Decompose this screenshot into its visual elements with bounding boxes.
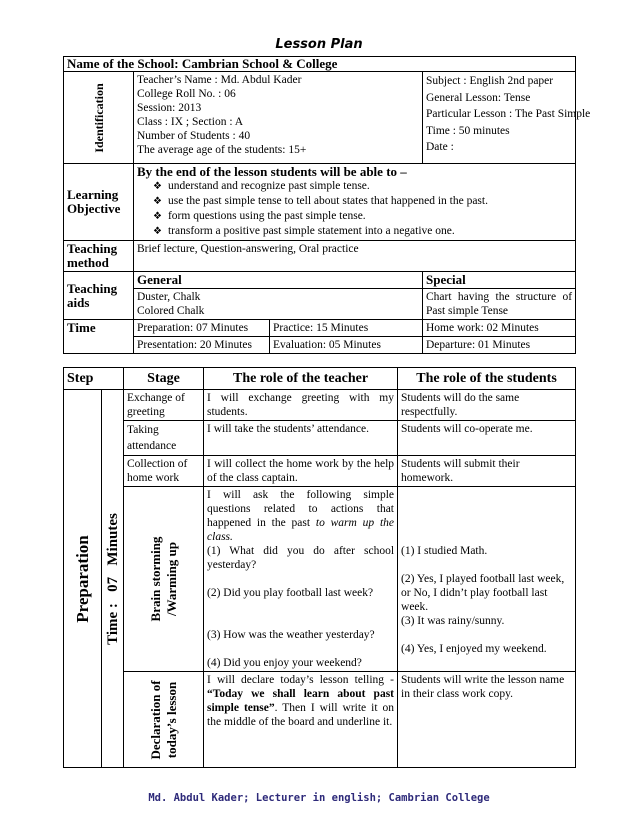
school-name: Name of the School: Cambrian School & College: [64, 57, 576, 72]
aids-general-value: Duster, Chalk Colored Chalk: [134, 289, 423, 320]
footer-credit: Md. Abdul Kader; Lecturer in english; Cambrian College: [148, 792, 490, 804]
learning-objective-content: [134, 164, 576, 241]
objective-heading: By the end of the lesson students will be able to –: [137, 164, 407, 179]
stage-homework: Collection of home work: [124, 456, 204, 487]
teacher-greeting: I will exchange greeting with my students.: [204, 390, 398, 421]
teacher-brainstorm: I will ask the following simple questions related to actions that happened in the past to warm up the class. (1) What did you do after school yesterday? (2) Did you play football last week? (3) How was the weather yesterday? (4) Did you enjoy your weekend?: [204, 487, 398, 672]
students-brainstorm: (1) I studied Math. (2) Yes, I played football last week, or No, I didn’t play football last week. (3) It was rainy/sunny. (4) Yes, I enjoyed my weekend.: [398, 487, 576, 672]
stage-greeting: Exchange of greeting: [124, 390, 204, 421]
students-greeting: Students will do the same respectfully.: [398, 390, 576, 421]
stage-declaration-cell: [124, 672, 204, 768]
objective-list: [137, 179, 572, 239]
aids-special-value: Chart having the structure of Past simple Tense: [423, 289, 576, 320]
time-presentation: Presentation: 20 Minutes: [134, 337, 270, 354]
stage-brainstorm: Brain storming /Warming up: [147, 536, 179, 622]
teacher-declaration: I will declare today’s lesson telling - “Today we shall learn about past simple tense”. Then I will write it on the middle of the board and underline it.: [204, 672, 398, 768]
step-label: Preparation: [72, 534, 92, 623]
time-departure: Departure: 01 Minutes: [423, 337, 576, 354]
header-step: Step: [64, 368, 124, 390]
time-preparation: Preparation: 07 Minutes: [134, 320, 270, 337]
stage-brainstorm-cell: [124, 487, 204, 672]
students-homework: Students will submit their homework.: [398, 456, 576, 487]
teacher-attendance: I will take the students’ attendance.: [204, 421, 398, 456]
aids-special-header: Special: [423, 272, 576, 289]
time-label: Time: [64, 320, 134, 354]
list-item: ❖ transform a positive past simple statement into a negative one.: [153, 224, 572, 239]
subject-info: Subject : English 2nd paper General Lesson: Tense Particular Lesson : The Past Simple Time : 50 minutes Date :: [423, 72, 576, 164]
learning-objective-label: Learning Objective: [64, 164, 134, 241]
header-teacher: The role of the teacher: [204, 368, 398, 390]
step-time-label: Time : 07 Minutes: [104, 512, 121, 645]
step-label-cell: [64, 390, 102, 768]
time-homework: Home work: 02 Minutes: [423, 320, 576, 337]
students-declaration: Students will write the lesson name in their class work copy.: [398, 672, 576, 768]
list-item: ❖ use the past simple tense to tell about states that happened in the past.: [153, 194, 572, 209]
teacher-homework: I will collect the home work by the help of the class captain.: [204, 456, 398, 487]
steps-table: [63, 367, 576, 768]
page-title: Lesson Plan: [275, 37, 363, 52]
time-evaluation: Evaluation: 05 Minutes: [270, 337, 423, 354]
header-stage: Stage: [124, 368, 204, 390]
identification-label-cell: [64, 72, 134, 164]
aids-general-header: General: [134, 272, 423, 289]
teaching-method-value: Brief lecture, Question-answering, Oral practice: [134, 241, 576, 272]
header-students: The role of the students: [398, 368, 576, 390]
stage-attendance: Taking attendance: [124, 421, 204, 456]
time-practice: Practice: 15 Minutes: [270, 320, 423, 337]
identification-table: [63, 56, 591, 354]
teaching-method-label: Teaching method: [64, 241, 134, 272]
stage-declaration: Declaration of today’s lesson: [147, 679, 179, 760]
identification-label: Identification: [91, 82, 106, 153]
list-item: ❖ form questions using the past simple tense.: [153, 209, 572, 224]
teaching-aids-label: Teaching aids: [64, 272, 134, 320]
time-label-cell: [102, 390, 124, 768]
list-item: ❖ understand and recognize past simple tense.: [153, 179, 572, 194]
students-attendance: Students will co-operate me.: [398, 421, 576, 456]
teacher-info: Teacher’s Name : Md. Abdul Kader College Roll No. : 06 Session: 2013 Class : IX ; Section : A Number of Students : 40 The average age of the students: 15+: [134, 72, 423, 164]
